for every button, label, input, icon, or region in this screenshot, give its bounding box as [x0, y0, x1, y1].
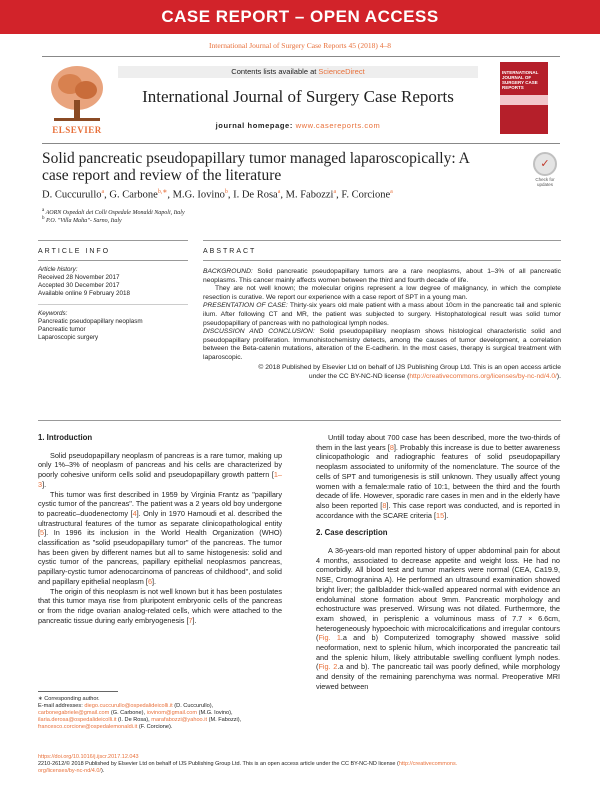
keyword-item: Pancreatic pseudopapillary neoplasm — [38, 318, 143, 325]
abstract-copyright-2 — [203, 373, 561, 382]
reference-link[interactable]: 7 — [188, 615, 193, 625]
footer-license-suffix: ). — [100, 768, 105, 774]
affiliation-b — [42, 216, 342, 224]
journal-cover-title: INTERNATIONAL JOURNAL OF SURGERY CASE REPORTS — [502, 70, 539, 90]
paragraph — [316, 546, 560, 692]
affil-text: P.O. "Villa Malta"- Sarno, Italy — [46, 218, 122, 224]
journal-citation: International Journal of Surgery Case Reports 45 (2018) 4–8 — [209, 41, 391, 50]
text: ]. — [42, 479, 47, 489]
author-name[interactable]: M.G. Iovino — [172, 189, 225, 201]
email-link[interactable]: ilaria.derosa@ospedalideicolli.it — [38, 717, 117, 724]
keywords-label: Keywords: — [38, 310, 68, 317]
divider — [38, 240, 188, 241]
journal-homepage — [118, 121, 478, 130]
text: The origin of this neoplasm is not well known but it has been postulates that this tumor maya rise from pluripotent embryonic cells of the pancreas or from the ridge ovarian analog-related cells, which were attached to the pancreatic tissue during early embryogenesis [ — [38, 586, 282, 625]
figure-link[interactable]: Fig. 1 — [318, 633, 341, 643]
crossmark-icon: ✓ — [533, 152, 557, 176]
correspondence-footnote — [38, 696, 288, 731]
left-column — [38, 433, 282, 625]
abstract-body — [203, 268, 561, 382]
text: Untill today about 700 case has been described, more the two-thirds of them in the last years [ — [316, 433, 560, 452]
email-label: E-mail addresses: — [38, 703, 85, 710]
paragraph — [38, 587, 282, 626]
paragraph — [38, 451, 282, 490]
email-link[interactable]: carbonegabriele@gmail.com — [38, 710, 110, 717]
author-name[interactable]: I. De Rosa — [233, 189, 278, 201]
text: ]. Probably this increase is due to better awareness clinicopathologic and radiographic features of solid pseudopapillary neoplasm associated to uniformity of the nomenclature. The source of the cells of SPT and tumorigenesis is still unknown. They usually affect young women with a female:male ratio of 10:1, between the third and the fourth decade of life. However, sporadic rare cases in men and in the elderly have also been reported [ — [316, 442, 560, 510]
text: This tumor was first described in 1959 by Virginia Frantz as "papillary cystic tumor of the pancreas". The patient was a 2 years old boy undergone to pacreatic–duodenectomy [ — [38, 489, 282, 518]
abstract-heading: ABSTRACT — [203, 248, 257, 255]
license-link[interactable]: http://creativecommons.org/licenses/by-nc-nd/4.0/ — [409, 373, 557, 381]
footer-license-link[interactable]: http://creativecommons. — [398, 761, 458, 767]
reference-link[interactable]: 8 — [382, 500, 387, 510]
email-owner: (G. Carbone), — [109, 710, 147, 717]
divider — [203, 260, 561, 261]
homepage-label: journal homepage: — [215, 121, 296, 130]
homepage-link[interactable]: www.casereports.com — [295, 121, 381, 130]
author-name[interactable]: F. Corcione — [341, 189, 391, 201]
page-footer — [38, 754, 558, 775]
reference-link[interactable]: 8 — [389, 442, 394, 452]
affil-text: AORN Ospedali dei Colli Ospedale Monaldi Napoli, Italy — [45, 210, 185, 216]
abstract-copyright-1: © 2018 Published by Elsevier Ltd on behalf of IJS Publishing Group Ltd. This is an open access article — [258, 363, 561, 371]
abstract-presentation-label: PRESENTATION OF CASE: — [203, 302, 288, 310]
reference-link[interactable]: 5 — [40, 528, 45, 538]
divider — [38, 304, 188, 305]
abstract-background-label: BACKGROUND: — [203, 268, 253, 275]
journal-title: International Journal of Surgery Case Reports — [142, 87, 454, 106]
case-report-banner: CASE REPORT – OPEN ACCESS — [0, 0, 600, 34]
paragraph — [38, 490, 282, 587]
doi-link[interactable]: https://doi.org/10.1016/j.ijscr.2017.12.043 — [38, 754, 139, 760]
text: Solid pseudopapillary neoplasm of pancreas is a rare tumor, making up only 1%–3% of neoplasm of pancreas and his cells are characterized by poorly cohesive uniform cells solid and pseudopapillary growth pattern [ — [38, 450, 282, 480]
section-heading: 2. Case description — [316, 528, 388, 538]
footer-license-link-cont[interactable]: org/licenses/by-nc-nd/4.0/ — [38, 768, 101, 774]
abstract-discussion-label: DISCUSSION AND CONCLUSION: — [203, 328, 315, 336]
history-online: Available online 9 February 2018 — [38, 290, 130, 297]
text: .a and b) Computerized tomography showed massive solid neoformation, next to splenic hilum, which incorporated the pancreatic tail and the splenic hilum, likely attributable swelling confluent lymph nodes. ( — [316, 633, 560, 672]
license-prefix: under the CC BY-NC-ND license ( — [308, 373, 410, 381]
email-link[interactable]: iovinom@gmail.com — [146, 710, 198, 717]
email-owner: (F. Corcione). — [137, 724, 173, 731]
author-name[interactable]: D. Cuccurullo — [42, 189, 102, 201]
author-affil: a — [390, 189, 393, 195]
author-name[interactable]: G. Carbone — [109, 189, 158, 201]
abstract-background: Solid pancreatic pseudopapillary tumors are a rare neoplasms, about 1–3% of all pancreatic neoplasms. This cancer mainly affects women between the third and fourth decade of life. — [203, 268, 561, 284]
divider — [38, 260, 188, 261]
divider — [203, 240, 561, 241]
email-owner: (M. Fabozzi), — [207, 717, 242, 724]
text: ]. — [192, 615, 197, 625]
abstract-discussion: Solid pseudopapillary neoplasm shows histological characteristic solid and pseudopapillary proliferation. Immunohistochemistry detects, among the causes of tumor development, a correlation between the Beta-catenin mutations, alteration of the E-cadherin. In the most cases, therapy is surgical treatment with laparoscopic. — [203, 328, 562, 361]
journal-cover-band — [500, 95, 548, 105]
email-link[interactable]: diego.cuccurullo@ospedalideicolli.it — [84, 703, 173, 710]
crossmark-badge[interactable] — [532, 152, 558, 188]
reference-link[interactable]: 4 — [132, 508, 137, 518]
license-suffix: ). — [556, 373, 561, 381]
article-title: Solid pancreatic pseudopapillary tumor managed laparoscopically: A case report and review of the literature — [42, 150, 469, 184]
keyword-item: Laparoscopic surgery — [38, 334, 99, 341]
keyword-item: Pancreatic tumor — [38, 326, 86, 333]
author-affil: b,∗ — [157, 189, 168, 195]
reference-link[interactable]: 1–3 — [38, 470, 282, 489]
abstract-presentation: Thirty-six years old male patient with a mass about 10cm in the pancreatic tail and splenic ilum. After following CT and MR, the patient was subjected to surgery. Histophatological result was solid tumor pseudopapillary of pancreas with no pathological lymph nodes. — [203, 302, 561, 327]
reference-link[interactable]: 6 — [147, 576, 152, 586]
affil-marker: b — [42, 216, 45, 221]
email-link[interactable]: marafabozzi@yahoo.it — [151, 717, 208, 724]
text: ]. — [444, 510, 449, 520]
abstract-p2: They are not well known; the molecular origins represent a low degree of malignancy, in which the complete resection is curative. We report our experience with a case report of SPT in a young man. — [203, 285, 561, 301]
section-heading: 1. Introduction — [38, 433, 93, 442]
corresponding-label: ∗ Corresponding author. — [38, 696, 100, 702]
email-owner: (I. De Rosa), — [116, 717, 152, 724]
sciencedirect-link[interactable]: ScienceDirect — [318, 67, 365, 76]
crossmark-label: Check for updates — [535, 177, 555, 187]
email-owner: (D. Cuccurullo), — [172, 703, 214, 710]
footnote-divider — [38, 691, 118, 692]
article-info-heading: ARTICLE INFO — [38, 248, 111, 255]
divider — [38, 420, 561, 421]
author-list: D. Cuccurullo$^a$, G. Carbone$^{b,∗}$, M.G. Iovino$^b$, I. De Rosa$^a$, M. Fabozzi$^a$, F. Corcione$^a$ — [42, 189, 393, 201]
keywords — [38, 310, 188, 342]
email-owner: (M.G. Iovino), — [197, 710, 233, 717]
text: ]. — [152, 576, 157, 586]
text: A 36-years-old man reported history of upper abdominal pain for about 4 months, associated to decrease appetite and weight loss. He had no comorbidly. All blood test and tumor markers were normal (CEA, Ca19.9, NSE, Cromogranina A). He performed an ultrasound examination showed bright liver; the gallbladder thick-walled appeared normal with evidence an endoluminal stone formation about 9mm. Pancreatic morphology and echostructure was preserved. Wirsung was not dilated. Furthermore, the exam showed, in perisplenic a voluminous mass of 7.7 × 6.6cm, heterogeneously hypoechoic with microcalcifications and irregular contours ( — [316, 546, 560, 643]
affiliation-a — [42, 208, 342, 216]
right-column — [316, 433, 560, 692]
author-affil: b — [224, 189, 228, 195]
author-affil: a — [277, 189, 281, 195]
text: ]. In 1996 its inclusion in the World Health Organization (WHO) classification as "solid pseudopapillary tumor" of the pancreas. The tumor has been given by different names but all to same histogenesis: solid and cystic tumor of the pancreas, papillary epithelial neoplasmos pancreas, papillary-cystic tumor adenocarcinoma of pancreas of childhood", and solid and papillary epithelial neoplasm [ — [38, 528, 282, 586]
article-history — [38, 266, 188, 298]
publisher-name: ELSEVIER — [52, 125, 102, 135]
paragraph — [316, 433, 560, 520]
text: ]. Only in 1970 Hamoudi et al. described the ultrastructural features of the tumor as separate clinicopathological entity [ — [38, 508, 283, 538]
affil-marker: a — [42, 208, 45, 213]
author-affil: a — [333, 189, 337, 195]
history-accepted: Accepted 30 December 2017 — [38, 282, 120, 289]
elsevier-tree-logo — [42, 60, 112, 132]
author-affil: a — [101, 189, 105, 195]
footer-license-text: 2210-2612/© 2018 Published by Elsevier Ltd on behalf of IJS Publishing Group Ltd. This is an open access article under the CC BY-NC-ND license ( — [38, 761, 399, 767]
history-label: Article history: — [38, 266, 78, 273]
reference-link[interactable]: 15 — [436, 510, 445, 520]
text: .a and b). The pancreatic tail was poorly defined, while morphology and density of the remaining parenchyma was normal. Preoperative MRI viewed between — [316, 662, 561, 691]
text: ]. This case report was conducted, and is reported in accordance with the SCARE criteria [ — [316, 500, 560, 520]
figure-link[interactable]: Fig. 2 — [318, 662, 338, 672]
history-received: Received 28 November 2017 — [38, 274, 120, 281]
email-link[interactable]: francesco.corcione@ospedalemonaldi.it — [38, 724, 138, 731]
contents-prefix: Contents lists available at — [231, 67, 319, 76]
contents-bar — [118, 66, 478, 78]
author-name[interactable]: M. Fabozzi — [285, 189, 334, 201]
